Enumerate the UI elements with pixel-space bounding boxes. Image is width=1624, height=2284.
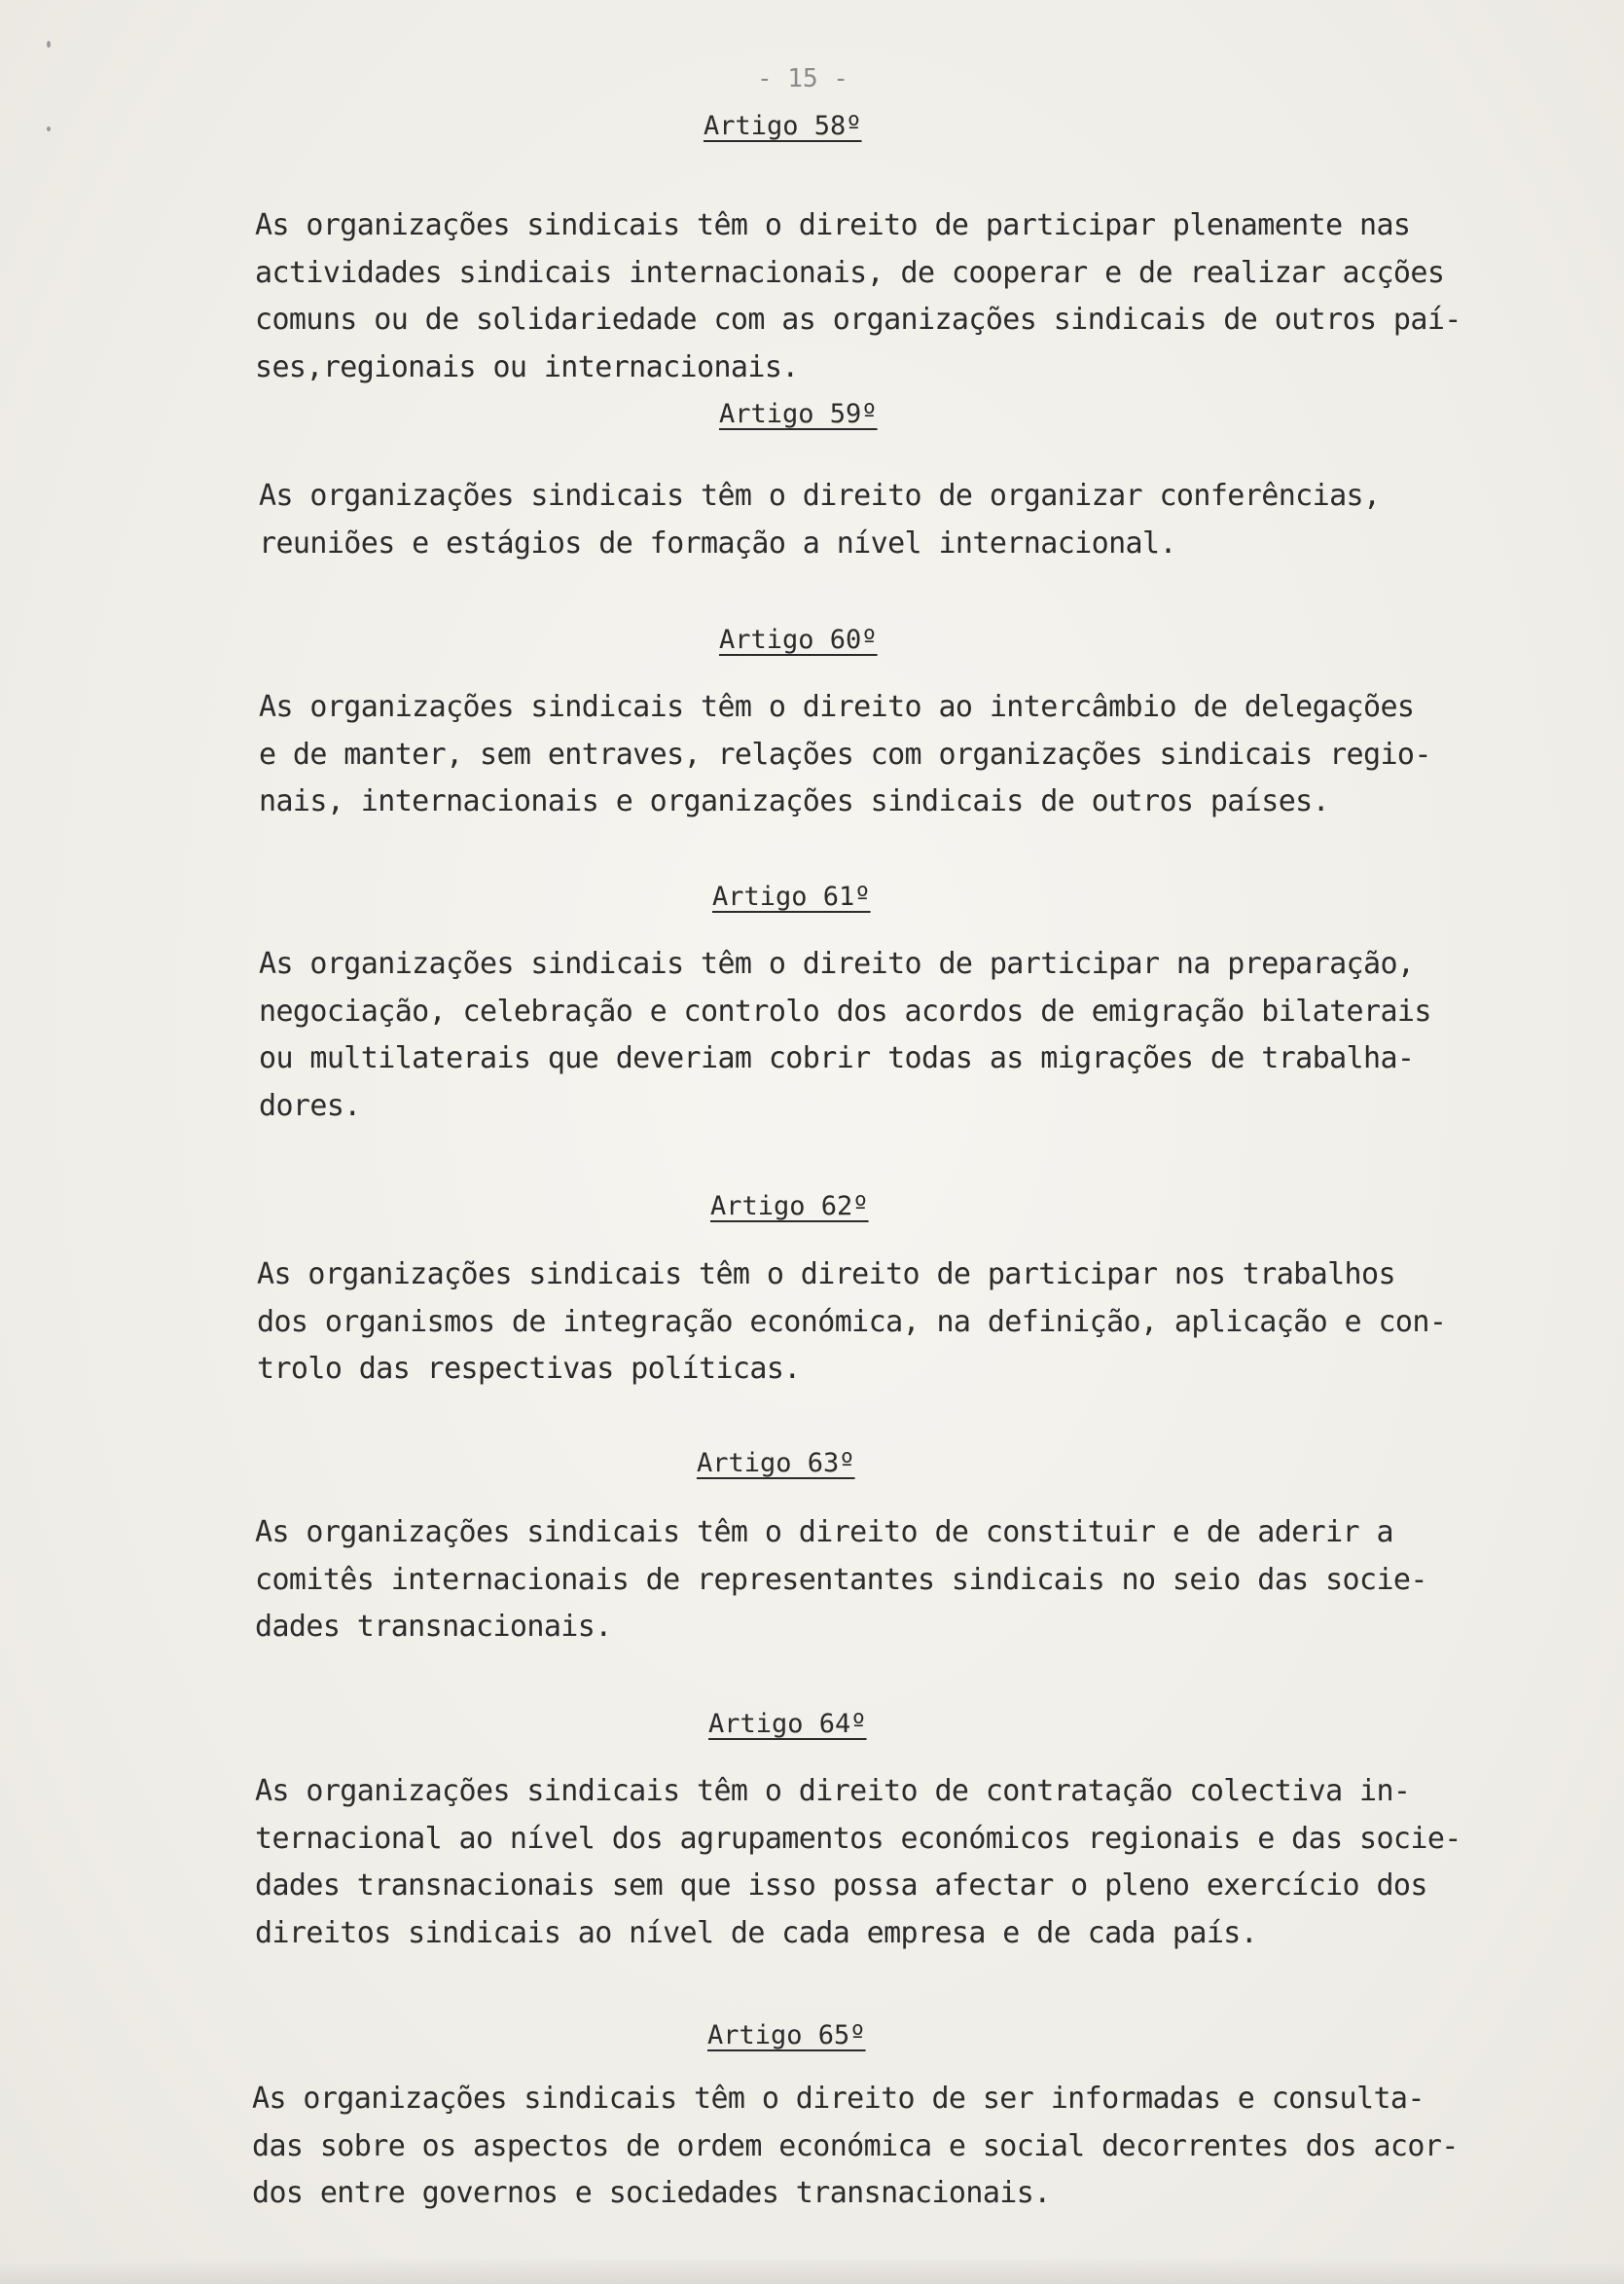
article-body [259, 684, 1431, 826]
text-line: As organizações sindicais têm o direito de participar plenamente nas [255, 208, 1411, 242]
text-line: As organizações sindicais têm o direito ao intercâmbio de delegações [259, 690, 1415, 724]
text-line: ternacional ao nível dos agrupamentos económicos regionais e das socie- [255, 1821, 1462, 1856]
article-heading: Artigo 60º [719, 625, 878, 655]
article-body [259, 473, 1426, 567]
text-line: As organizações sindicais têm o direito de participar nos trabalhos [257, 1257, 1395, 1291]
article-body [252, 2076, 1459, 2218]
text-line: ou multilaterais que deveriam cobrir todas as migrações de trabalha- [259, 1041, 1415, 1075]
text-line: As organizações sindicais têm o direito de contratação colectiva in- [255, 1774, 1411, 1808]
text-line: reuniões e estágios de formação a nível internacional. [259, 526, 1176, 561]
text-line: negociação, celebração e controlo dos acordos de emigração bilaterais [259, 994, 1431, 1029]
article-heading: Artigo 65º [707, 2020, 866, 2050]
article-heading: Artigo 62º [710, 1191, 869, 1221]
text-line: actividades sindicais internacionais, de cooperar e de realizar acções [255, 255, 1445, 290]
text-line: comuns ou de solidariedade com as organizações sindicais de outros paí- [255, 303, 1462, 337]
page-speck [47, 127, 51, 131]
article-body [255, 1509, 1427, 1651]
text-line: dades transnacionais. [255, 1610, 612, 1644]
text-line: trolo das respectivas políticas. [257, 1352, 801, 1386]
page-speck [47, 41, 51, 48]
text-line: dores. [259, 1088, 361, 1123]
text-line: As organizações sindicais têm o direito de participar na preparação, [259, 947, 1415, 981]
page-number: - 15 - [757, 64, 848, 93]
text-line: nais, internacionais e organizações sindicais de outros países. [259, 784, 1330, 818]
text-line: dos entre governos e sociedades transnacionais. [252, 2176, 1051, 2210]
text-line: dades transnacionais sem que isso possa afectar o pleno exercício dos [255, 1868, 1427, 1903]
article-body [259, 941, 1431, 1130]
text-line: comitês internacionais de representantes sindicais no seio das socie- [255, 1562, 1427, 1597]
article-heading: Artigo 59º [719, 399, 878, 429]
text-line: As organizações sindicais têm o direito de organizar conferências, [259, 479, 1381, 513]
text-line: direitos sindicais ao nível de cada empresa e de cada país. [255, 1915, 1258, 1950]
page-bottom-edge [0, 2260, 1624, 2284]
text-line: e de manter, sem entraves, relações com organizações sindicais regio- [259, 737, 1431, 772]
article-body [255, 1768, 1462, 1957]
article-body [255, 202, 1462, 391]
text-line: As organizações sindicais têm o direito de ser informadas e consulta- [252, 2082, 1425, 2116]
text-line: das sobre os aspectos de ordem económica e social decorrentes dos acor- [252, 2128, 1459, 2163]
article-heading: Artigo 58º [704, 111, 862, 141]
text-line: dos organismos de integração económica, na definição, aplicação e con- [257, 1304, 1447, 1339]
text-line: ses,regionais ou internacionais. [255, 349, 799, 384]
text-line: As organizações sindicais têm o direito de constituir e de aderir a [255, 1515, 1393, 1549]
article-body [257, 1251, 1447, 1394]
article-heading: Artigo 64º [708, 1709, 867, 1739]
article-heading: Artigo 61º [712, 882, 871, 912]
article-heading: Artigo 63º [697, 1448, 855, 1478]
